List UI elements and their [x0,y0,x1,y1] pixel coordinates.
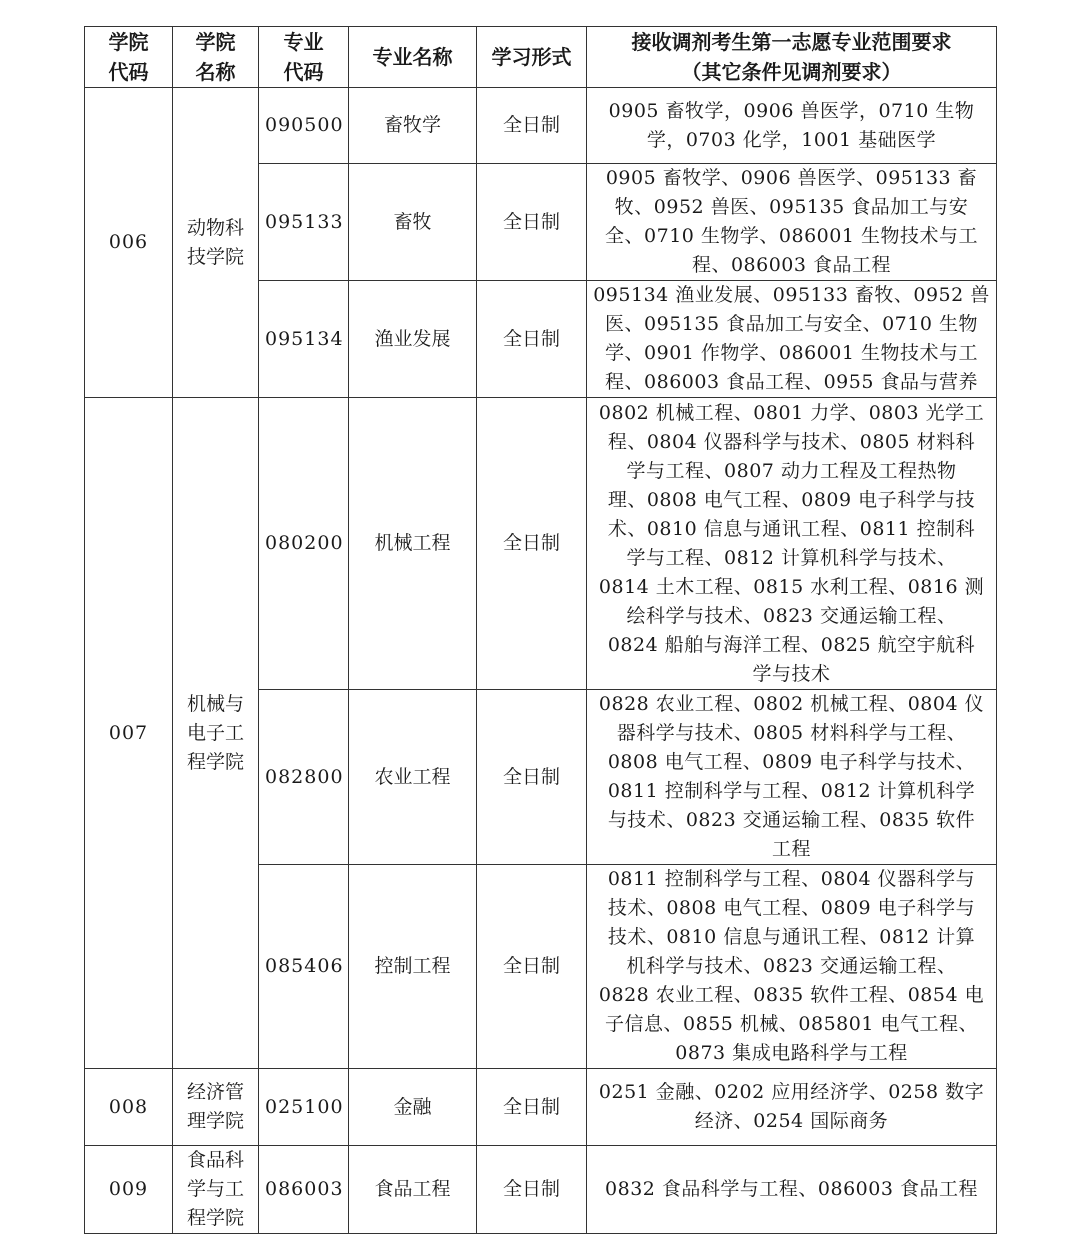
range-line: 学，0703 化学，1001 基础医学 [646,128,937,151]
range-line: 095134 渔业发展、095133 畜牧、0952 兽 [593,284,990,306]
college-name-line: 技学院 [186,245,244,268]
major-name-cell: 畜牧 [349,164,477,281]
range-line: 经济、0254 国际商务 [694,1110,889,1132]
range-line: 0811 控制科学与工程、0812 计算机科学 [607,780,976,802]
range-requirement-cell [587,865,997,1069]
range-line: 技术、0810 信息与通讯工程、0812 计算 [607,926,976,948]
range-line: 术、0810 信息与通讯工程、0811 控制科 [607,517,976,540]
table-row [85,88,997,164]
range-line: 技术、0808 电气工程、0809 电子科学与 [607,897,976,919]
range-line: 0873 集成电路科学与工程 [675,1042,908,1064]
study-mode-cell: 全日制 [477,865,587,1069]
major-code-cell: 095133 [259,164,349,281]
college-name-line: 理学院 [186,1110,244,1132]
college-code-cell: 008 [85,1069,173,1146]
table-row [85,1069,997,1146]
adjustment-table [84,26,997,1234]
table-header-row [85,27,997,88]
college-name-cell [173,398,259,1069]
college-code-cell: 009 [85,1146,173,1234]
college-name-line: 程学院 [186,750,244,773]
college-name-line: 学与工 [186,1178,244,1200]
major-name-cell: 农业工程 [349,690,477,865]
header-college-code: 学院 代码 [85,27,173,88]
range-line: 程、086003 食品工程 [691,254,892,276]
range-line: 全、0710 生物学、086001 生物技术与工 [605,225,978,247]
range-line: 器科学与技术、0805 材料科学与工程、 [616,722,967,744]
study-mode-cell: 全日制 [477,1069,587,1146]
range-line: 理、0808 电气工程、0809 电子科学与技 [607,488,976,511]
header-major-code: 专业 代码 [259,27,349,88]
range-line: 子信息、0855 机械、085801 电气工程、 [605,1013,978,1035]
range-line: 0832 食品科学与工程、086003 食品工程 [605,1178,978,1200]
table-row [85,398,997,690]
range-line: 0828 农业工程、0802 机械工程、0804 仪 [598,693,985,715]
major-code-cell: 025100 [259,1069,349,1146]
range-line: 0811 控制科学与工程、0804 仪器科学与 [607,868,976,890]
college-code-cell: 007 [85,398,173,1069]
major-name-cell: 食品工程 [349,1146,477,1234]
college-name-cell [173,1146,259,1234]
study-mode-cell: 全日制 [477,690,587,865]
range-line: 学与技术 [752,662,831,685]
study-mode-cell: 全日制 [477,1146,587,1234]
range-line: 学与工程、0807 动力工程及工程热物 [626,459,957,482]
range-requirement-cell [587,690,997,865]
range-line: 程、086003 食品工程、0955 食品与营养 [605,371,978,393]
range-line: 牧、0952 兽医、095135 食品加工与安 [614,196,969,218]
range-requirement-cell [587,1069,997,1146]
range-line: 工程 [771,838,811,860]
range-requirement-cell [587,281,997,398]
range-line: 医、095135 食品加工与安全、0710 生物 [605,313,978,335]
range-requirement-cell [587,398,997,690]
major-name-cell: 控制工程 [349,865,477,1069]
major-name-cell: 机械工程 [349,398,477,690]
college-name-line: 程学院 [186,1207,244,1229]
study-mode-cell: 全日制 [477,88,587,164]
college-code-cell: 006 [85,88,173,398]
college-name-line: 动物科 [186,216,244,239]
major-name-cell: 金融 [349,1069,477,1146]
table-body [85,88,997,1234]
major-name-cell: 畜牧学 [349,88,477,164]
college-name-line: 食品科 [186,1149,244,1171]
major-code-cell: 090500 [259,88,349,164]
major-code-cell: 095134 [259,281,349,398]
header-major-name: 专业名称 [349,27,477,88]
study-mode-cell: 全日制 [477,164,587,281]
major-name-cell: 渔业发展 [349,281,477,398]
range-line: 程、0804 仪器科学与技术、0805 材料科 [607,430,976,453]
range-line: 学、0901 作物学、086001 生物技术与工 [605,342,978,364]
range-line: 0828 农业工程、0835 软件工程、0854 电 [598,984,985,1006]
header-range-requirement: 接收调剂考生第一志愿专业范围要求 （其它条件见调剂要求） [587,27,997,88]
range-line: 绘科学与技术、0823 交通运输工程、 [626,604,957,627]
major-code-cell: 085406 [259,865,349,1069]
college-name-line: 经济管 [186,1081,244,1103]
major-code-cell: 080200 [259,398,349,690]
major-code-cell: 082800 [259,690,349,865]
range-line: 0905 畜牧学、0906 兽医学、095133 畜 [605,167,978,189]
range-line: 与技术、0823 交通运输工程、0835 软件 [607,809,976,831]
college-name-line: 电子工 [186,721,244,744]
range-line: 机科学与技术、0823 交通运输工程、 [626,955,957,977]
study-mode-cell: 全日制 [477,398,587,690]
college-name-cell [173,1069,259,1146]
range-line: 0824 船舶与海洋工程、0825 航空宇航科 [607,633,976,656]
range-line: 0808 电气工程、0809 电子科学与技术、 [607,751,976,773]
college-name-cell [173,88,259,398]
table-row [85,1146,997,1234]
range-line: 0905 畜牧学，0906 兽医学，0710 生物 [608,99,975,122]
college-name-line: 机械与 [186,692,244,715]
study-mode-cell: 全日制 [477,281,587,398]
range-line: 0802 机械工程、0801 力学、0803 光学工 [598,401,985,424]
range-line: 0814 土木工程、0815 水利工程、0816 测 [598,575,985,598]
major-code-cell: 086003 [259,1146,349,1234]
range-requirement-cell [587,1146,997,1234]
range-requirement-cell [587,164,997,281]
header-study-mode: 学习形式 [477,27,587,88]
range-line: 学与工程、0812 计算机科学与技术、 [626,546,957,569]
range-line: 0251 金融、0202 应用经济学、0258 数字 [598,1081,985,1103]
header-college-name: 学院 名称 [173,27,259,88]
range-requirement-cell [587,88,997,164]
